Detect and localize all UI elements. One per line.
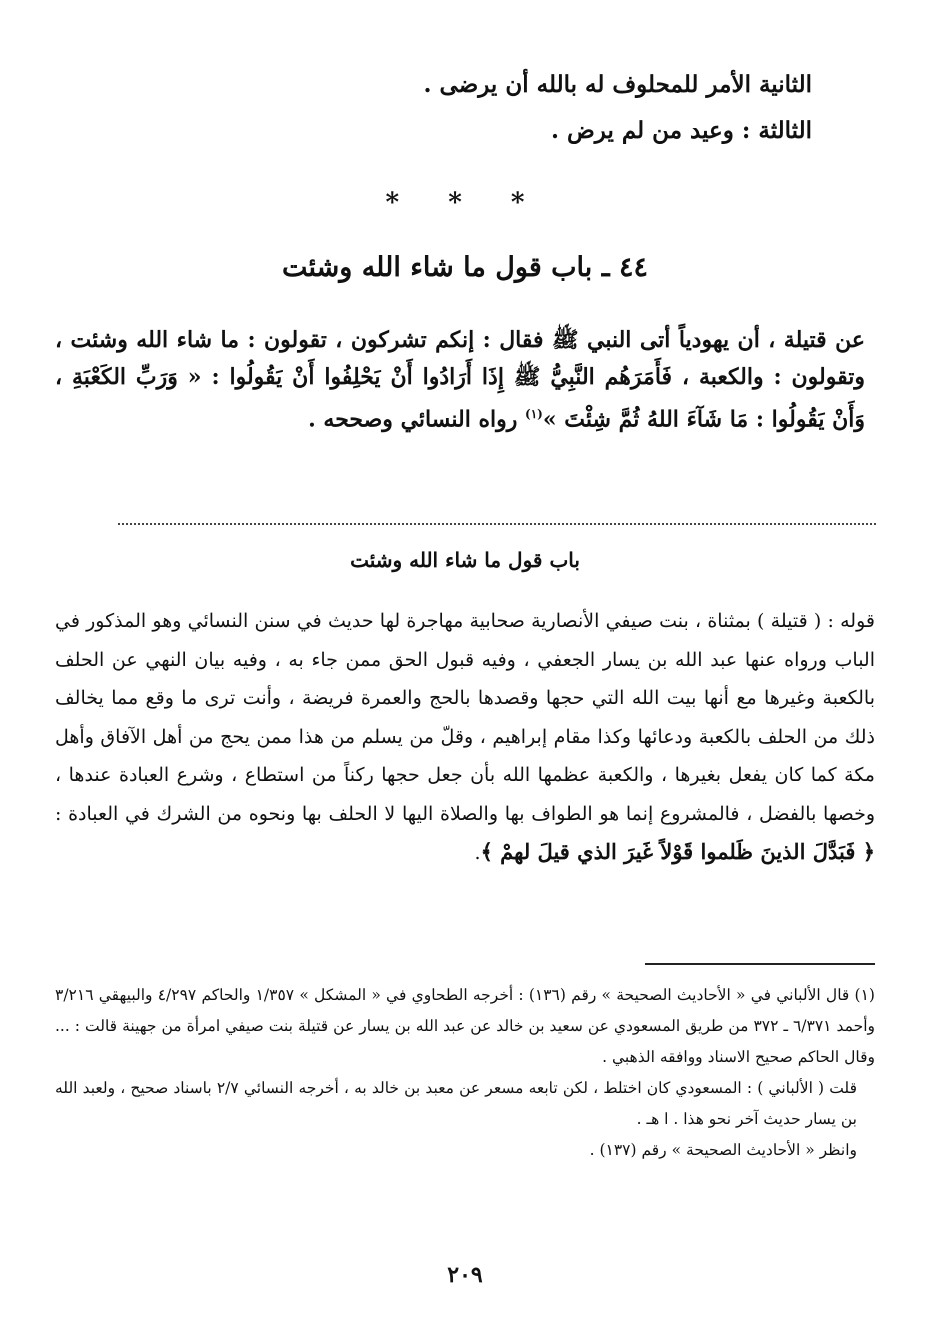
footnote-1-reference: وانظر « الأحاديث الصحيحة » رقم (١٣٧) . [589, 1141, 857, 1159]
quran-verse: ﴿ فَبَدَّلَ الذينَ ظَلموا قَوْلاً غَيرَ الذي قيلَ لهمْ ﴾ [480, 839, 875, 864]
section-separator: * * * [385, 188, 545, 218]
footnote-marker: (١) [525, 407, 543, 421]
footnote-divider [645, 963, 875, 965]
commentary-body: قوله : ( قتيلة ) بمثناة ، بنت صيفي الأنصارية صحابية مهاجرة لها حديث في سنن النسائي وهو المذكور في الباب ورواه عنها عبد الله بن يسار الجعفي ، وفيه قبول الحق ممن جاء به ، وفيه بيان النهي عن الحلف بالكعبة وغيرها مع أنها بيت الله التي حجها وقصدها بالحج والعمرة فريضة ، وأنت ترى ما وقع مما يخالف ذلك من الحلف بالكعبة ودعائها وكذا مقام إبراهيم ، وقلّ من يسلم من هذا ممن يحج من أهل الآفاق وأهل مكة كما كان يفعل بغيرها ، والكعبة عظمها الله بأن جعل حجها ركناً من استطاع ، وشرع العبادة عندها ، وخصها بالفضل ، فالمشروع إنما هو الطواف بها والصلاة اليها لا الحلف بها ونحوه من الشرك في العبادة : [55, 610, 875, 825]
dotted-divider [118, 523, 876, 525]
preceding-points [252, 62, 812, 154]
footnote-1-comment: قلت ( الألباني ) : المسعودي كان اختلط ، لكن تابعه مسعر عن معبد بن خالد به ، أخرجه النسائي ٢/٧ باسناد صحيح ، ولعبد الله بن يسار حديث آخر نحو هذا . ا هـ . [55, 1079, 857, 1128]
hadith-source: رواه النسائي وصححه . [308, 406, 526, 433]
footnotes [55, 980, 875, 1166]
commentary-text [55, 602, 875, 873]
point-third: الثالثة : وعيد من لم يرض . [550, 117, 812, 144]
hadith-text [55, 322, 865, 438]
chapter-title: ٤٤ ـ باب قول ما شاء الله وشئت [281, 252, 649, 283]
hadith-body: عن قتيلة ، أن يهودياً أتى النبي ﷺ فقال : إنكم تشركون ، تقولون : ما شاء الله وشئت ، وتقولون : والكعبة ، فَأَمَرَهُم النَّبِيُّ ﷺ إِذَا أَرَادُوا أَنْ يَحْلِفُوا أَنْ يَقُولُوا : « وَرَبِّ الكَعْبَةِ ، وَأَنْ يَقُولُوا : مَا شَآءَ اللهُ ثُمَّ شِئْتَ » [55, 327, 865, 433]
page-number: ٢٠٩ [447, 1262, 483, 1288]
commentary-title: باب قول ما شاء الله وشئت [350, 548, 580, 572]
footnote-1: (١) قال الألباني في « الأحاديث الصحيحة » رقم (١٣٦) : أخرجه الطحاوي في « المشكل » ١/٣٥٧ والحاكم ٤/٢٩٧ والبيهقي ٣/٢١٦ وأحمد ٦/٣٧١ ـ ٣٧٢ من طريق المسعودي عن سعيد بن خالد عن عبد الله بن يسار عن قتيلة بنت صيفي امرأة من جهينة قالت : ... وقال الحاكم صحيح الاسناد ووافقه الذهبي . [55, 986, 875, 1066]
point-second: الثانية الأمر للمحلوف له بالله أن يرضى . [423, 71, 812, 98]
commentary-end: . [474, 842, 481, 864]
